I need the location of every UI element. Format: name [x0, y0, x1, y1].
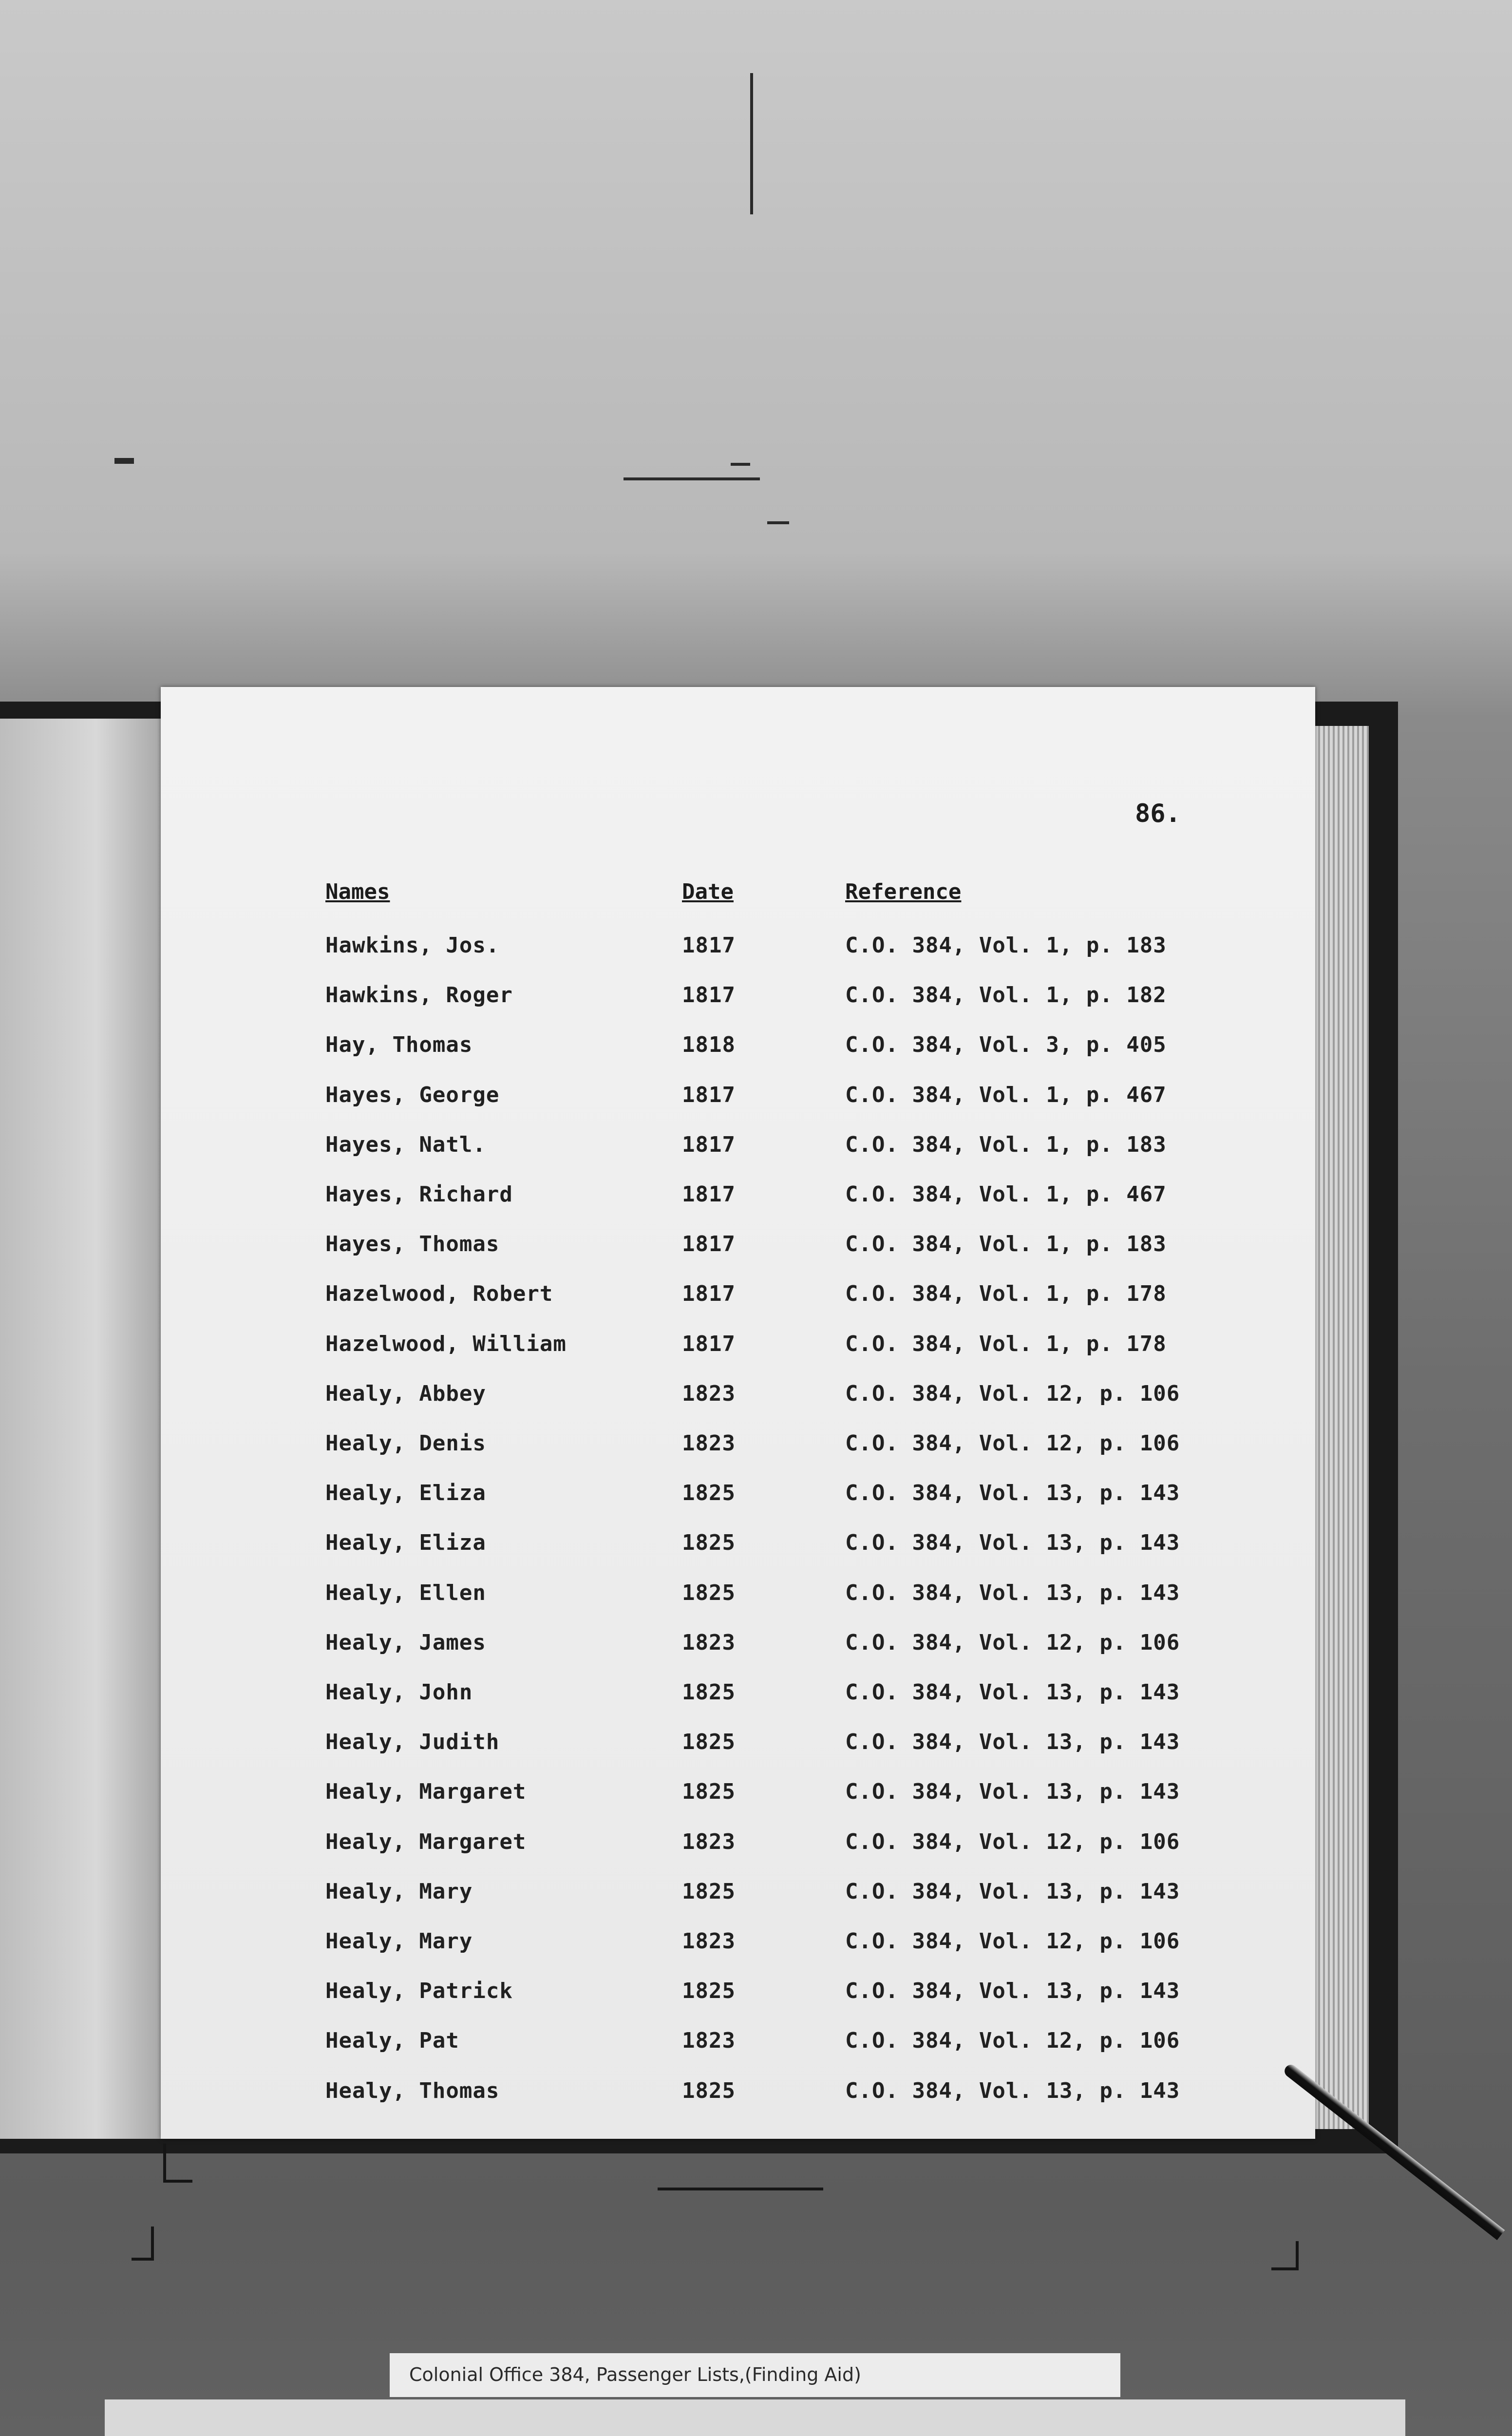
entry-name: Healy, Judith	[325, 1730, 500, 1755]
entry-date: 1817	[682, 1082, 736, 1107]
entry-name: Healy, Eliza	[325, 1481, 486, 1506]
table-row	[0, 1232, 1512, 1280]
entry-date: 1825	[682, 1879, 736, 1904]
entry-name: Healy, Pat	[325, 2028, 459, 2054]
entry-name: Hay, Thomas	[325, 1032, 473, 1058]
entry-date: 1817	[682, 933, 736, 958]
entry-date: 1823	[682, 1630, 736, 1655]
entry-name: Hazelwood, William	[325, 1331, 567, 1356]
table-row	[0, 1182, 1512, 1231]
table-row	[0, 1929, 1512, 1978]
entry-reference: C.O. 384, Vol. 13, p. 143	[845, 1530, 1180, 1556]
entry-name: Healy, Margaret	[325, 1779, 527, 1805]
entry-name: Healy, Denis	[325, 1431, 486, 1456]
entry-reference: C.O. 384, Vol. 13, p. 143	[845, 1879, 1180, 1904]
entry-name: Healy, John	[325, 1680, 473, 1705]
entry-reference: C.O. 384, Vol. 3, p. 405	[845, 1032, 1167, 1058]
table-row	[0, 1481, 1512, 1529]
table-row	[0, 1032, 1512, 1081]
entry-date: 1825	[682, 2078, 736, 2103]
entry-name: Healy, James	[325, 1630, 486, 1655]
table-row	[0, 1083, 1512, 1131]
crop-mark	[163, 2180, 192, 2183]
wall-mark	[767, 521, 789, 524]
entry-reference: C.O. 384, Vol. 1, p. 178	[845, 1281, 1167, 1307]
archives-plaque	[105, 2399, 1405, 2436]
entry-date: 1817	[682, 983, 736, 1008]
entry-reference: C.O. 384, Vol. 12, p. 106	[845, 1929, 1180, 1954]
table-row	[0, 1580, 1512, 1629]
entry-reference: C.O. 384, Vol. 13, p. 143	[845, 1481, 1180, 1506]
page-number: 86.	[1135, 799, 1181, 828]
table-row	[0, 1979, 1512, 2027]
table-row	[0, 1530, 1512, 1579]
table-row	[0, 1132, 1512, 1181]
entry-reference: C.O. 384, Vol. 1, p. 178	[845, 1331, 1167, 1356]
header-names: Names	[325, 879, 390, 904]
entry-name: Healy, Abbey	[325, 1381, 486, 1406]
table-row	[0, 983, 1512, 1031]
crop-mark	[151, 2227, 154, 2261]
crop-mark	[132, 2258, 154, 2261]
entry-reference: C.O. 384, Vol. 13, p. 143	[845, 1580, 1180, 1605]
entry-date: 1823	[682, 1381, 736, 1406]
entry-reference: C.O. 384, Vol. 1, p. 182	[845, 983, 1167, 1008]
entry-date: 1817	[682, 1331, 736, 1356]
entry-date: 1817	[682, 1132, 736, 1157]
entry-name: Hayes, Thomas	[325, 1232, 500, 1257]
entry-name: Hawkins, Roger	[325, 983, 513, 1008]
entry-date: 1825	[682, 1730, 736, 1755]
table-row	[0, 1680, 1512, 1729]
entry-reference: C.O. 384, Vol. 12, p. 106	[845, 1431, 1180, 1456]
header-reference: Reference	[845, 879, 962, 904]
entry-date: 1823	[682, 2028, 736, 2054]
entry-name: Healy, Ellen	[325, 1580, 486, 1605]
entry-date: 1825	[682, 1979, 736, 2004]
entry-name: Hawkins, Jos.	[325, 933, 500, 958]
entry-date: 1825	[682, 1680, 736, 1705]
entry-name: Healy, Eliza	[325, 1530, 486, 1556]
entry-name: Hayes, Natl.	[325, 1132, 486, 1157]
entry-reference: C.O. 384, Vol. 13, p. 143	[845, 1979, 1180, 2004]
table-row	[0, 1431, 1512, 1480]
crop-mark	[163, 2144, 166, 2183]
entry-name: Healy, Margaret	[325, 1829, 527, 1854]
entry-name: Hazelwood, Robert	[325, 1281, 553, 1307]
wall-mark	[731, 463, 750, 466]
entry-reference: C.O. 384, Vol. 13, p. 143	[845, 1680, 1180, 1705]
entry-reference: C.O. 384, Vol. 1, p. 183	[845, 933, 1167, 958]
entry-name: Healy, Mary	[325, 1929, 473, 1954]
entry-date: 1817	[682, 1281, 736, 1307]
entry-reference: C.O. 384, Vol. 12, p. 106	[845, 1630, 1180, 1655]
table-row	[0, 1779, 1512, 1828]
entry-reference: C.O. 384, Vol. 13, p. 143	[845, 1730, 1180, 1755]
entry-reference: C.O. 384, Vol. 12, p. 106	[845, 2028, 1180, 2054]
finding-aid-caption: Colonial Office 384, Passenger Lists,(Finding Aid)	[409, 2364, 861, 2385]
wall-mark	[114, 458, 134, 464]
table-row	[0, 1829, 1512, 1878]
entry-reference: C.O. 384, Vol. 13, p. 143	[845, 1779, 1180, 1805]
entry-name: Healy, Mary	[325, 1879, 473, 1904]
wall-mark	[624, 477, 760, 480]
table-row	[0, 2078, 1512, 2127]
entry-reference: C.O. 384, Vol. 12, p. 106	[845, 1381, 1180, 1406]
entry-name: Hayes, Richard	[325, 1182, 513, 1207]
entry-date: 1825	[682, 1530, 736, 1556]
wall-mark	[750, 73, 753, 214]
entry-date: 1825	[682, 1580, 736, 1605]
crop-mark	[1271, 2267, 1299, 2270]
entry-date: 1817	[682, 1182, 736, 1207]
entry-date: 1818	[682, 1032, 736, 1058]
table-row	[0, 1630, 1512, 1679]
table-row	[0, 1879, 1512, 1928]
entry-name: Hayes, George	[325, 1082, 500, 1107]
entry-reference: C.O. 384, Vol. 1, p. 183	[845, 1132, 1167, 1157]
entry-name: Healy, Thomas	[325, 2078, 500, 2103]
table-row	[0, 1281, 1512, 1330]
entry-date: 1823	[682, 1929, 736, 1954]
table-row	[0, 1730, 1512, 1778]
crop-mark	[1296, 2241, 1299, 2270]
entry-date: 1825	[682, 1779, 736, 1805]
table-row	[0, 1381, 1512, 1430]
header-date: Date	[682, 879, 734, 904]
table-row	[0, 933, 1512, 982]
entry-reference: C.O. 384, Vol. 1, p. 467	[845, 1082, 1167, 1107]
entry-reference: C.O. 384, Vol. 1, p. 183	[845, 1232, 1167, 1257]
entry-date: 1823	[682, 1431, 736, 1456]
entry-reference: C.O. 384, Vol. 1, p. 467	[845, 1182, 1167, 1207]
entry-date: 1823	[682, 1829, 736, 1854]
entry-date: 1825	[682, 1481, 736, 1506]
table-row	[0, 1332, 1512, 1380]
entry-name: Healy, Patrick	[325, 1979, 513, 2004]
crop-mark	[658, 2188, 823, 2190]
entry-reference: C.O. 384, Vol. 12, p. 106	[845, 1829, 1180, 1854]
entry-reference: C.O. 384, Vol. 13, p. 143	[845, 2078, 1180, 2103]
entry-date: 1817	[682, 1232, 736, 1257]
